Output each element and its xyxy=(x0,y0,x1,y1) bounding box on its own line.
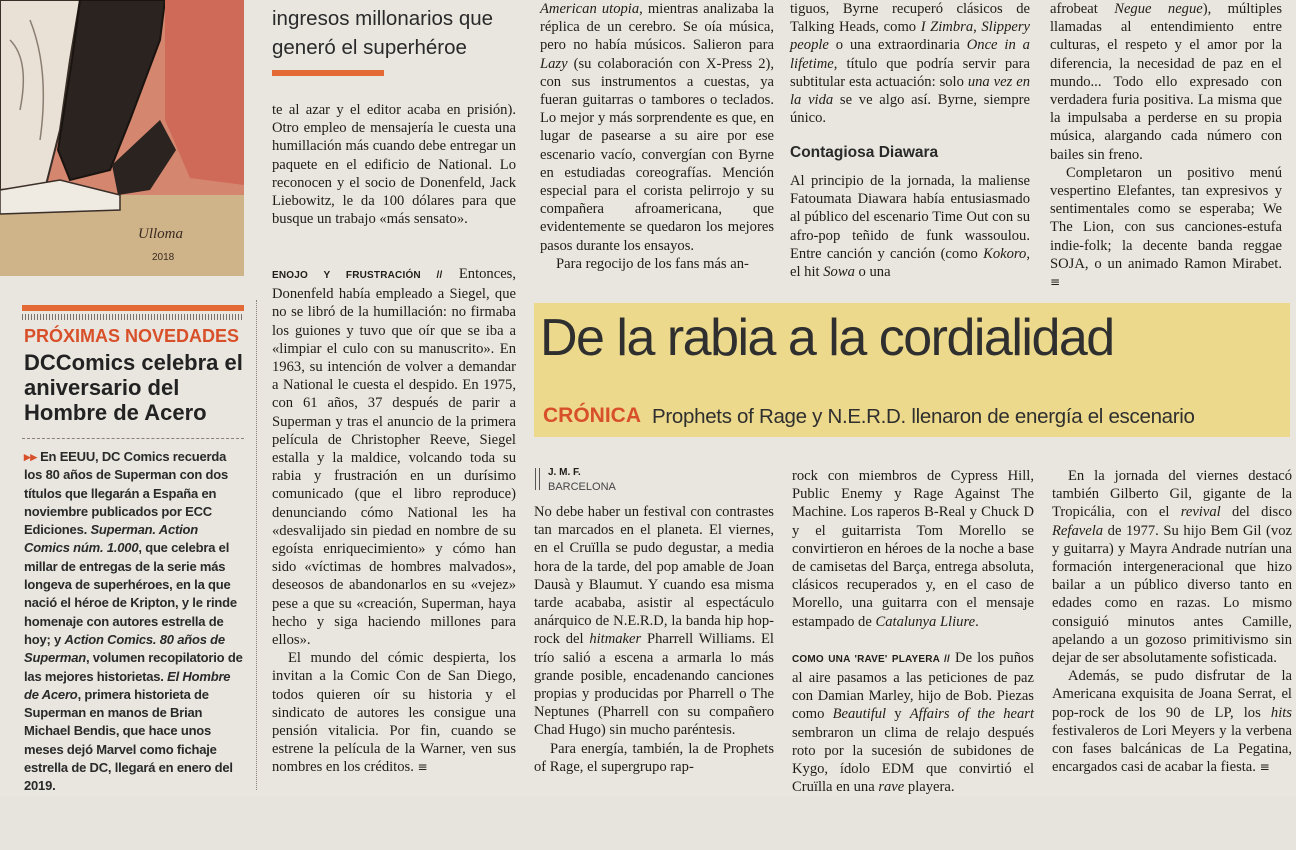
headline-accent-bar xyxy=(272,70,384,76)
sidebar-accent-rule xyxy=(22,305,244,311)
main-article-column-2: rock con miembros de Cypress Hill, Public Enemy y Rage Against The Machine. Los raperos B-Real y Chuck D y el guitarrista Tom Morello se convirtieron en héroes de la noche a base de camisetas del Barça, entrega absoluta, clásicos recuperados y, en el caso de Morello, una guitarra con el mensaje estampado de Catalunya Lliure. COMO UNA 'RAVE' PLAYERA // De los puños al aire pasamos a las peticiones de paz con Damian Marley, hijo de Bob. Piezas como Beautiful y Affairs of the heart sembraron un clima de relajo después roto por la sucesión de subidones de Kygo, ídolo EDM que convirtió el Cruïlla en una rave playera. xyxy=(792,468,1035,796)
sidebar-divider xyxy=(22,438,244,439)
end-mark-icon: ≡ xyxy=(417,760,428,775)
section-label: CRÓNICA xyxy=(543,404,641,427)
end-mark-icon: ≡ xyxy=(1050,275,1061,290)
top-article-column-3: tiguos, Byrne recuperó clásicos de Talking Heads, como I Zimbra, Slippery people o una extraordinaria Once in a lifetime, título que podría servir para subtitular esta actuación: solo una vez en la vida se ve algo así. Byrne, siempre único. xyxy=(790,1,1031,127)
illustration-year: 2018 xyxy=(152,252,175,263)
illustration-drawing xyxy=(0,0,244,276)
main-article-column-1: No debe haber un festival con contrastes tan marcados en el planeta. El viernes, en el Cruïlla se pudo degustar, a media hora de la tarde, del pop amable de Joan Dausà y Blaumut. Y cuando esa misma tarde acababa, asistir al espectáculo anárquico de N.E.R.D, la banda hip hop-rock del hitmaker Pharrell Williams. El trío salió a escena a armarla lo más grande posible, encadenando canciones propias y producidas por Pharrell o The Neptunes (Pharrell con su compañero Chad Hugo) sin mucho paréntesis. Para energía, también, la de Prophets of Rage, el supergrupo rap- xyxy=(534,504,774,775)
kicker-label: ENOJO Y FRUSTRACIÓN // xyxy=(272,270,443,281)
kicker-label: COMO UNA 'RAVE' PLAYERA // xyxy=(792,653,951,665)
sidebar-tick-rule xyxy=(22,314,244,320)
main-article-column-3: En la jornada del viernes destacó también Gilberto Gil, gigante de la Tropicália, con el revival del disco Refavela de 1977. Su hijo Bem Gil (voz y guitarra) y Mayra Andrade nutrían una formación intergeneracional que hizo bailar a un público diverso tanto en edades como en razas. Lo mismo consiguió minutos antes Camille, apelando a un gozoso primitivismo sin dejar de ser absolutamente sofisticada. Además, se pudo disfrutar de la Americana exquisita de Joana Serrat, el pop-rock de los 90 de LP, los hits festivaleros de Lori Meyers y la verbena con fases balcánicas de La Pegatina, encargados casi de acabar la fiesta. ≡ xyxy=(1052,468,1292,776)
main-headline: De la rabia a la cordialidad xyxy=(540,309,1114,367)
left-article-paragraph: te al azar y el editor acaba en prisión). Otro empleo de mensajería le cuesta una humillación más cuando debe entregar un paquete en el edificio de National. Lo reconocen y el socio de Donenfeld, Jack Liebowitz, le da 100 dólares para que busque un trabajo «más sensato». xyxy=(272,102,516,228)
sidebar-section-label: PRÓXIMAS NOVEDADES xyxy=(24,326,240,346)
byline-bar xyxy=(535,468,540,490)
sidebar-title: DCComics celebra el aniversario del Hombre de Acero xyxy=(24,350,243,425)
comic-illustration xyxy=(0,0,244,276)
byline-city: BARCELONA xyxy=(548,481,616,493)
main-subheadline: Prophets of Rage y N.E.R.D. llenaron de energía el escenario xyxy=(652,405,1195,428)
column-divider xyxy=(256,300,257,790)
byline-author: J. M. F. xyxy=(548,467,581,478)
top-article-column-4: afrobeat Negue negue), múltiples llamadas al entendimiento entre culturas, el respeto y el amor por la diferencia, la necesidad de paz en el mundo... Todo ello expresado con verdadera furia positiva. La misma que la impulsaba a perderse en su propia música, alargando cada número con bailes sin freno. Completaron un positivo menú vespertino Elefantes, tan expresivos y sentimentales como se esperaba; We The Lion, con sus canciones-estufa indie-folk; la decente banda reggae SOJA, o un animado Ramon Mirabet. ≡ xyxy=(1050,1,1283,290)
left-article-body: ENOJO Y FRUSTRACIÓN // Entonces, Donenfeld había empleado a Siegel, que no se libró de la humillación: no firmaba los guiones y tuvo que oír que se iba a «limpiar el culo con su manuscrito». En 1963, su intención de volver a demandar a National le cuesta el despido. En 1975, con 61 años, 37 después de parir a Superman y tras el anuncio de la primera película de Christopher Reeve, Siegel estalla y la maldice, volcando toda su rabia y frustración en un durísimo comunicado (que el libro reproduce) denunciando cómo National les ha «desvalijado sin piedad en nombre de su egoísta enriquecimiento» y cómo han sido «víctimas de hombres malvados», deseosos de abandonarlos en su «vejez» pese a que su «creación, Superman, haya hecho y siga haciendo millones para ellos». El mundo del cómic despierta, los invitan a la Comic Con de San Diego, todos quieren oír su historia y el sindicato de autores les consigue una pensión vitalicia. Por fin, cuando se estrene la película de la Warner, ven sus nombres en los créditos. ≡ xyxy=(272,266,516,776)
illustration-signature: Ulloma xyxy=(138,226,183,242)
page-margin xyxy=(0,796,1296,850)
left-article-headline: ingresos millonarios que generó el superhéroe xyxy=(272,7,494,59)
end-mark-icon: ≡ xyxy=(1259,760,1270,775)
arrow-bullet-icon: ▸▸ xyxy=(24,449,41,464)
top-article-column-3-continued: Al principio de la jornada, la maliense Fatoumata Diawara había entusiasmado al público del escenario Time Out con su afro-pop teñido de funk wassoulou. Entre canción y canción (como Kokoro, el hit Sowa o una xyxy=(790,173,1030,281)
top-article-column-2: American utopia, mientras analizaba la réplica de un cerebro. Se oía música, pero no había músicos. Salieron para Lazy (su colaboración con X-Press 2), con sus instrumentos a cuestas, ya fueran guitarras o tambores o teclados. Lo mejor y más sorprendente es que, en lugar de pasearse a su aire por ese escenario vacío, convergían con Byrne en estudiadas coreografías. Mención especial para el corista pelirrojo y su compañera afroamericana, que evidentemente se quedaron los mejores pasos durante los ensayos. Para regocijo de los fans más an- xyxy=(540,1,775,272)
sidebar-body: ▸▸ En EEUU, DC Comics recuerda los 80 años de Superman con dos títulos que llegarán a España en noviembre publicados por ECC Ediciones. Superman. Action Comics núm. 1.000, que celebra el millar de entregas de la serie más longeva de superhéroes, en la que nació el héroe de Kripton, y le rinde homenaje con autores estrella de hoy; y Action Comics. 80 años de Superman, volumen recopilatorio de las mejores historietas. El Hombre de Acero, primera historieta de Superman en manos de Brian Michael Bendis, que hace unos meses dejó Marvel como fichaje estrella de DC, llegará en enero del 2019. xyxy=(24,449,243,794)
subheading: Contagiosa Diawara xyxy=(790,144,939,161)
